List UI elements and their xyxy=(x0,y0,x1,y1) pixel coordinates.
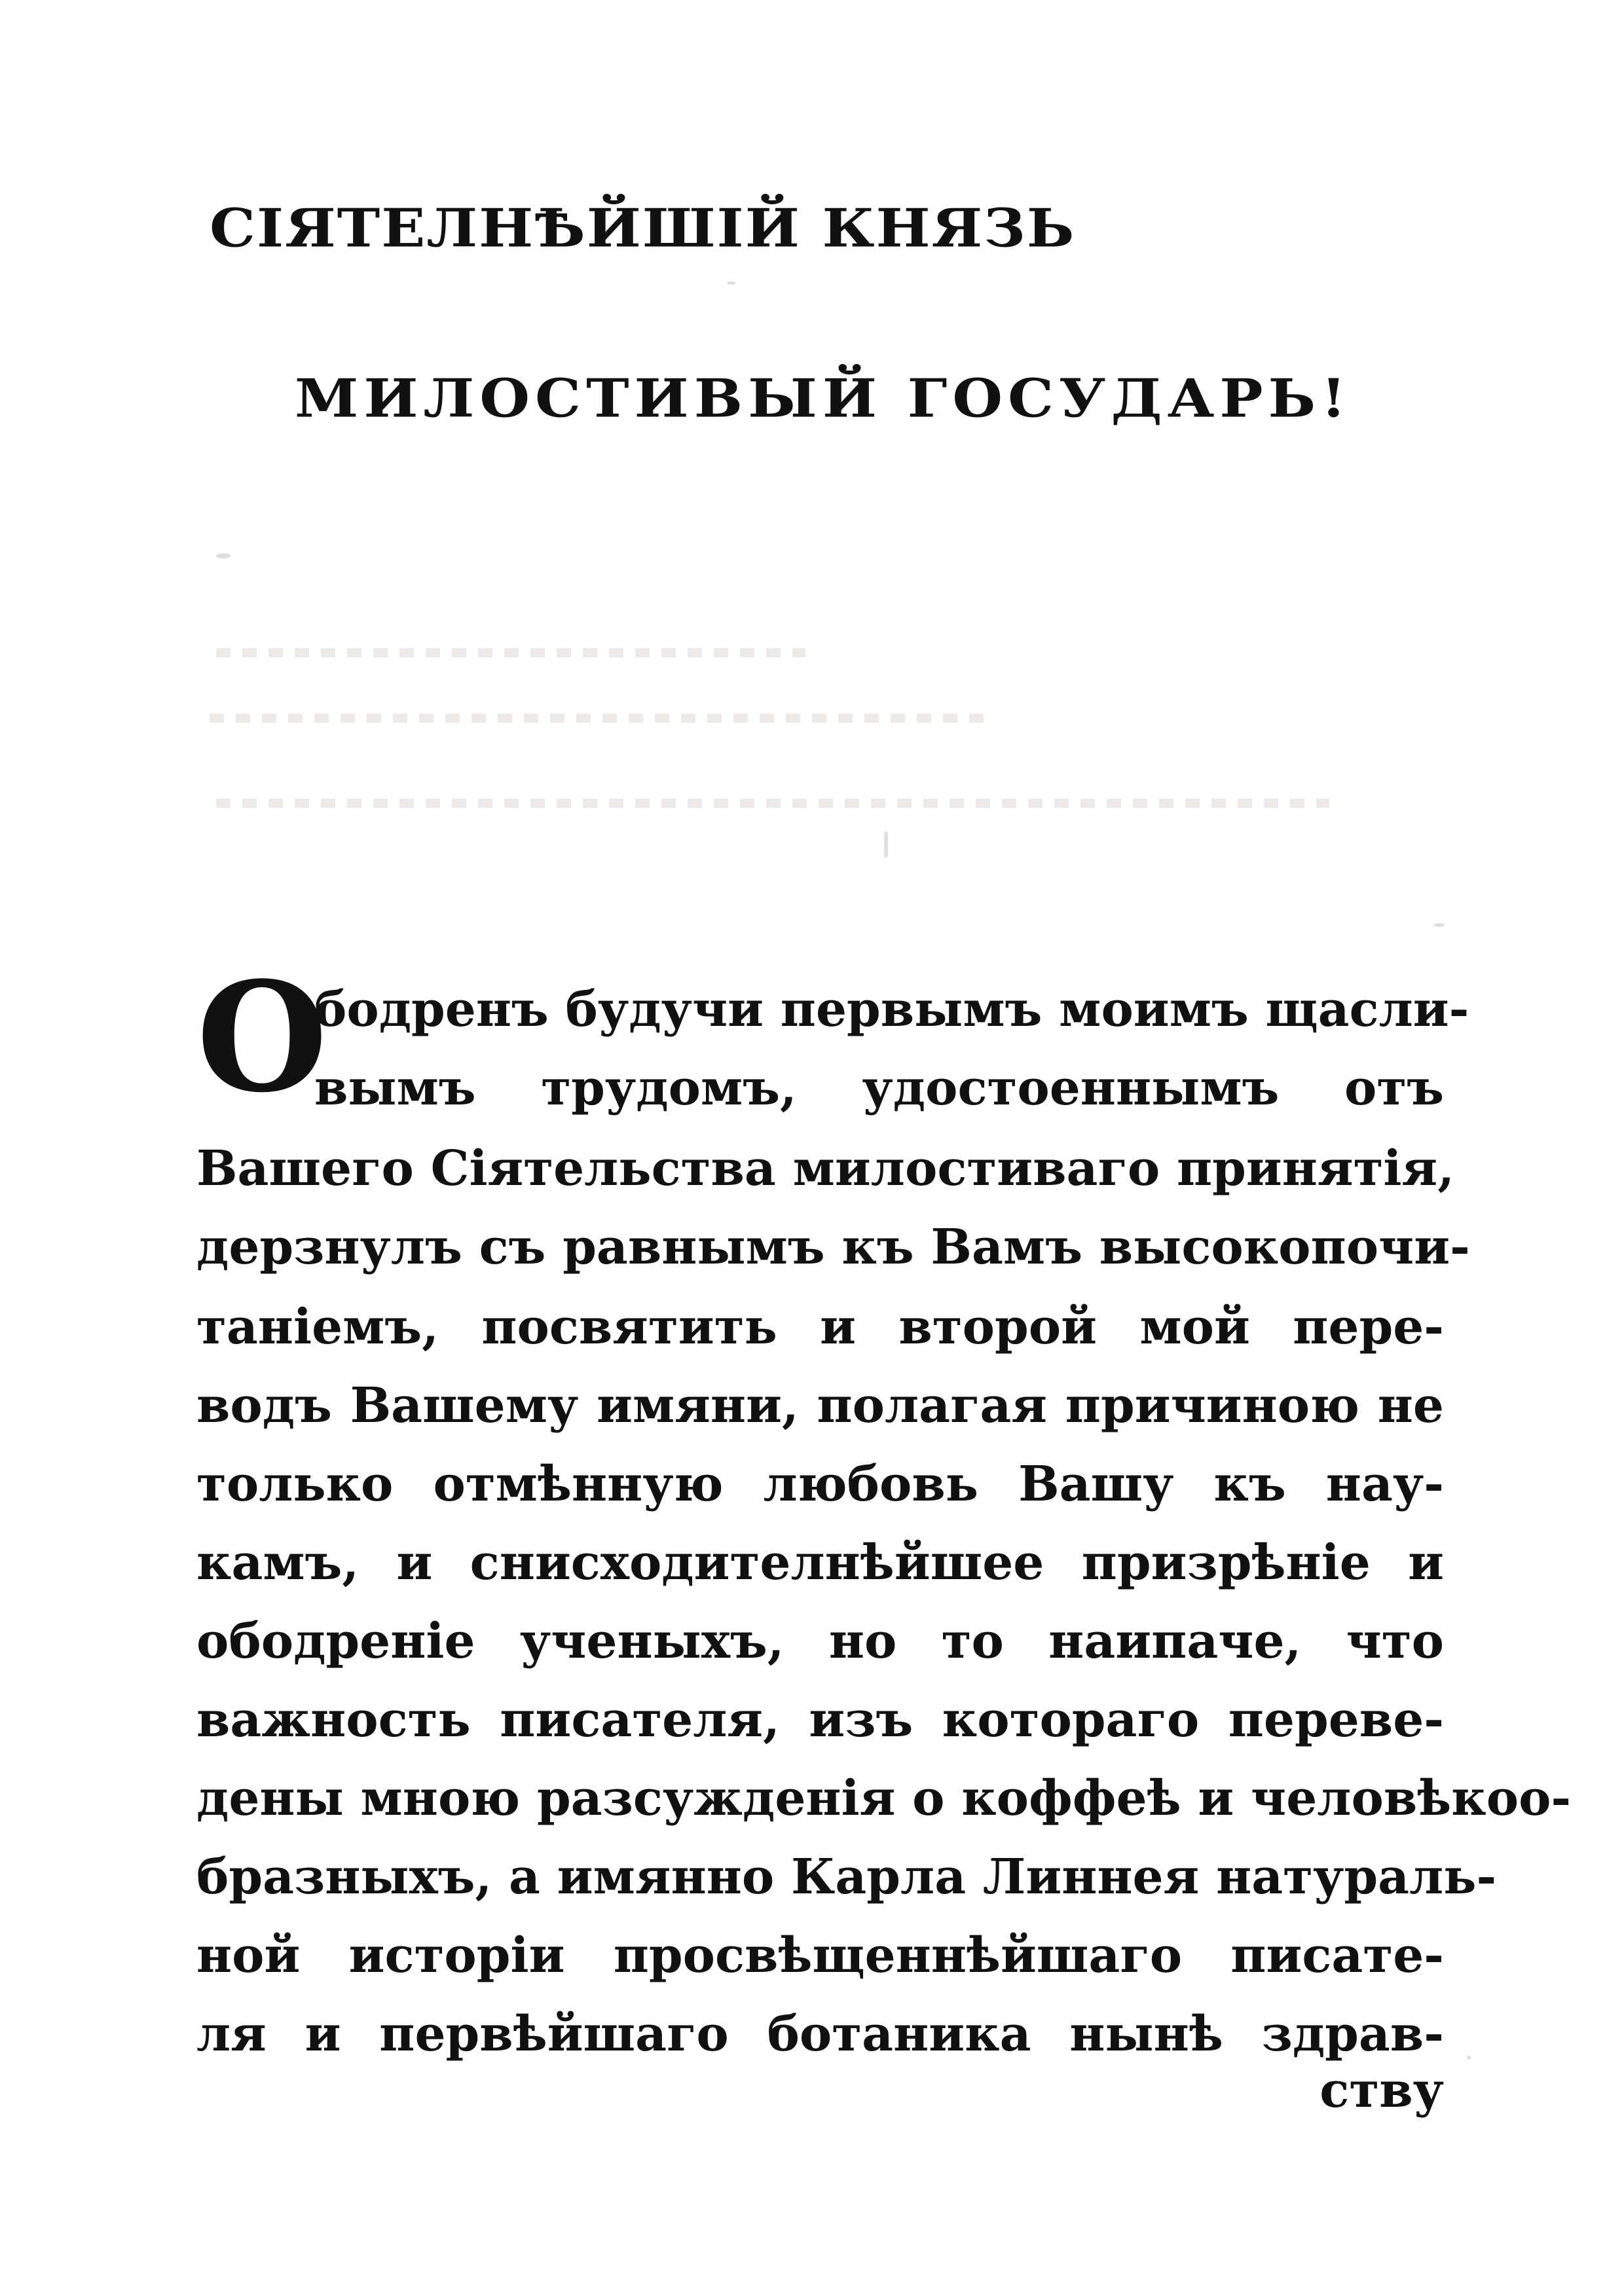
bleed-through-mark xyxy=(210,714,995,723)
paper-speck xyxy=(216,553,231,558)
body-line: водъ Вашему имяни, полагая причиною не xyxy=(196,1377,1444,1434)
bleed-through-mark xyxy=(216,648,805,657)
bleed-through-mark xyxy=(216,799,1329,808)
body-line: дены мною разсужденія о коффеѣ и человѣкоо- xyxy=(196,1770,1572,1827)
paper-speck xyxy=(1467,2056,1471,2060)
catchword: ству xyxy=(1320,2062,1444,2119)
body-line: бодренъ будучи первымъ моимъ щасли- xyxy=(314,981,1469,1038)
body-line: бразныхъ, а имянно Карла Линнея натураль- xyxy=(196,1849,1497,1905)
body-line: вымъ трудомъ, удостоеннымъ отъ xyxy=(314,1060,1444,1116)
body-line: дерзнулъ съ равнымъ къ Вамъ высокопочи- xyxy=(196,1219,1470,1275)
paper-speck xyxy=(727,282,736,285)
body-line: Вашего Сіятельства милостиваго принятія, xyxy=(196,1140,1454,1197)
body-line: ной исторіи просвѣщеннѣйшаго писате- xyxy=(196,1927,1444,1984)
body-line: только отмѣнную любовь Вашу къ нау- xyxy=(196,1456,1444,1512)
paper-speck xyxy=(1434,923,1445,927)
body-line: ля и первѣйшаго ботаника нынѣ здрав- xyxy=(196,2006,1444,2062)
body-line: таніемъ, посвятить и второй мой пере- xyxy=(196,1299,1444,1355)
paper-speck xyxy=(884,831,888,858)
drop-cap-letter: О xyxy=(196,949,328,1126)
body-line: камъ, и снисходителнѣйшее призрѣніе и xyxy=(196,1535,1444,1591)
body-line: ободреніе ученыхъ, но то наипаче, что xyxy=(196,1613,1444,1669)
salutation-title: СІЯТЕЛНѢЙШІЙ КНЯЗЬ xyxy=(210,196,1076,259)
salutation-subtitle: МИЛОСТИВЫЙ ГОСУДАРЬ! xyxy=(295,367,1352,429)
body-line: важность писателя, изъ котораго переве- xyxy=(196,1692,1444,1748)
